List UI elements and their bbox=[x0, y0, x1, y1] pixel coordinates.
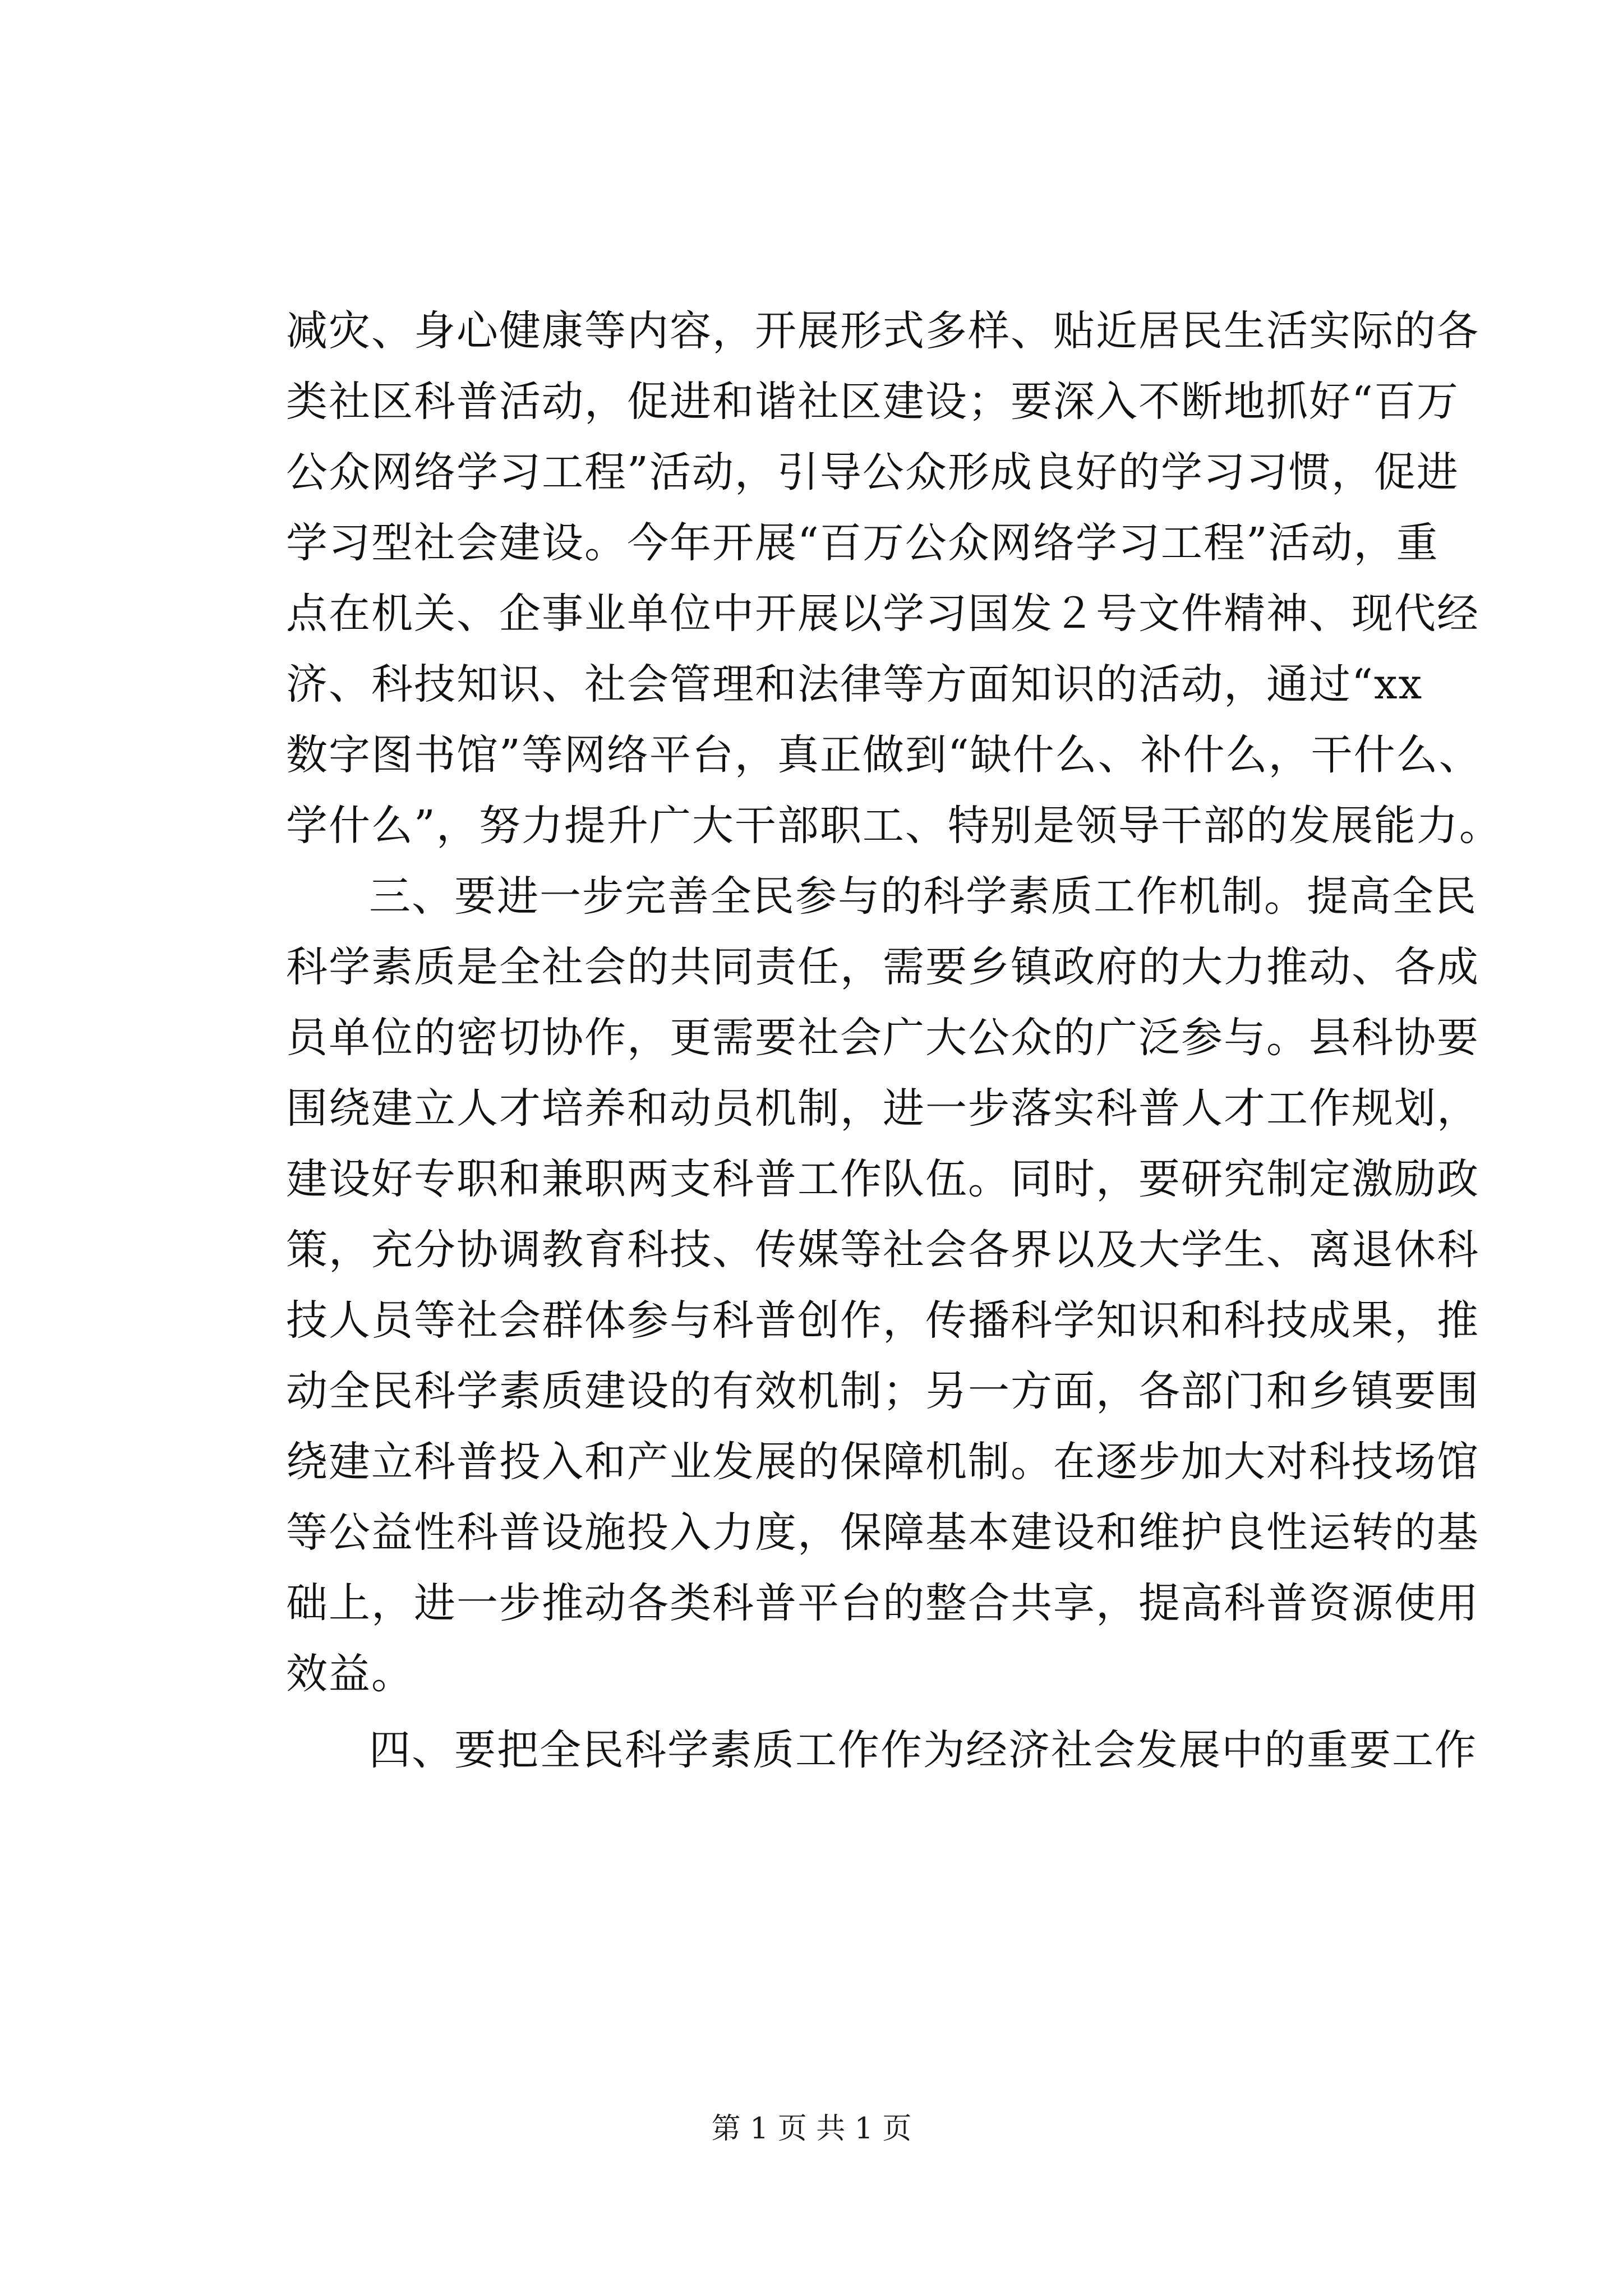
text-line: 础上，进一步推动各类科普平台的整合共享，提高科普资源使用 bbox=[286, 1579, 1479, 1627]
paragraph-start-line: 四、要把全民科学素质工作作为经济社会发展中的重要工作 bbox=[369, 1726, 1477, 1774]
text-line: 绕建立科普投入和产业发展的保障机制。在逐步加大对科技场馆 bbox=[286, 1438, 1479, 1486]
text-line: 减灾、身心健康等内容，开展形式多样、贴近居民生活实际的各 bbox=[286, 307, 1479, 355]
text-line: 围绕建立人才培养和动员机制，进一步落实科普人才工作规划， bbox=[286, 1084, 1479, 1133]
text-line: 学习型社会建设。今年开展“百万公众网络学习工程”活动，重 bbox=[286, 519, 1439, 567]
text-line: 点在机关、企事业单位中开展以学习国发２号文件精神、现代经 bbox=[286, 590, 1479, 638]
text-line: 技人员等社会群体参与科普创作，传播科学知识和科技成果，推 bbox=[286, 1296, 1479, 1345]
text-line: 类社区科普活动，促进和谐社区建设；要深入不断地抓好“百万 bbox=[286, 378, 1459, 426]
page-footer: 第 1 页 共 1 页 bbox=[711, 2112, 912, 2146]
text-line: 科学素质是全社会的共同责任，需要乡镇政府的大力推动、各成 bbox=[286, 943, 1479, 991]
text-line: 策，充分协调教育科技、传媒等社会各界以及大学生、离退休科 bbox=[286, 1226, 1479, 1274]
paragraph-start-line: 三、要进一步完善全民参与的科学素质工作机制。提高全民 bbox=[369, 872, 1477, 921]
text-line: 等公益性科普设施投入力度，保障基本建设和维护良性运转的基 bbox=[286, 1508, 1479, 1557]
text-line: 学什么”，努力提升广大干部职工、特别是领导干部的发展能力。 bbox=[286, 802, 1502, 850]
text-line: 效益。 bbox=[286, 1650, 414, 1698]
text-line: 建设好专职和兼职两支科普工作队伍。同时，要研究制定激励政 bbox=[286, 1155, 1479, 1203]
text-line: 员单位的密切协作，更需要社会广大公众的广泛参与。县科协要 bbox=[286, 1014, 1479, 1062]
text-line: 动全民科学素质建设的有效机制；另一方面，各部门和乡镇要围 bbox=[286, 1367, 1479, 1415]
text-line: 公众网络学习工程”活动，引导公众形成良好的学习习惯，促进 bbox=[286, 448, 1459, 496]
text-line: 济、科技知识、社会管理和法律等方面知识的活动，通过“xx bbox=[286, 660, 1423, 708]
text-line: 数字图书馆”等网络平台，真正做到“缺什么、补什么，干什么、 bbox=[286, 731, 1482, 779]
